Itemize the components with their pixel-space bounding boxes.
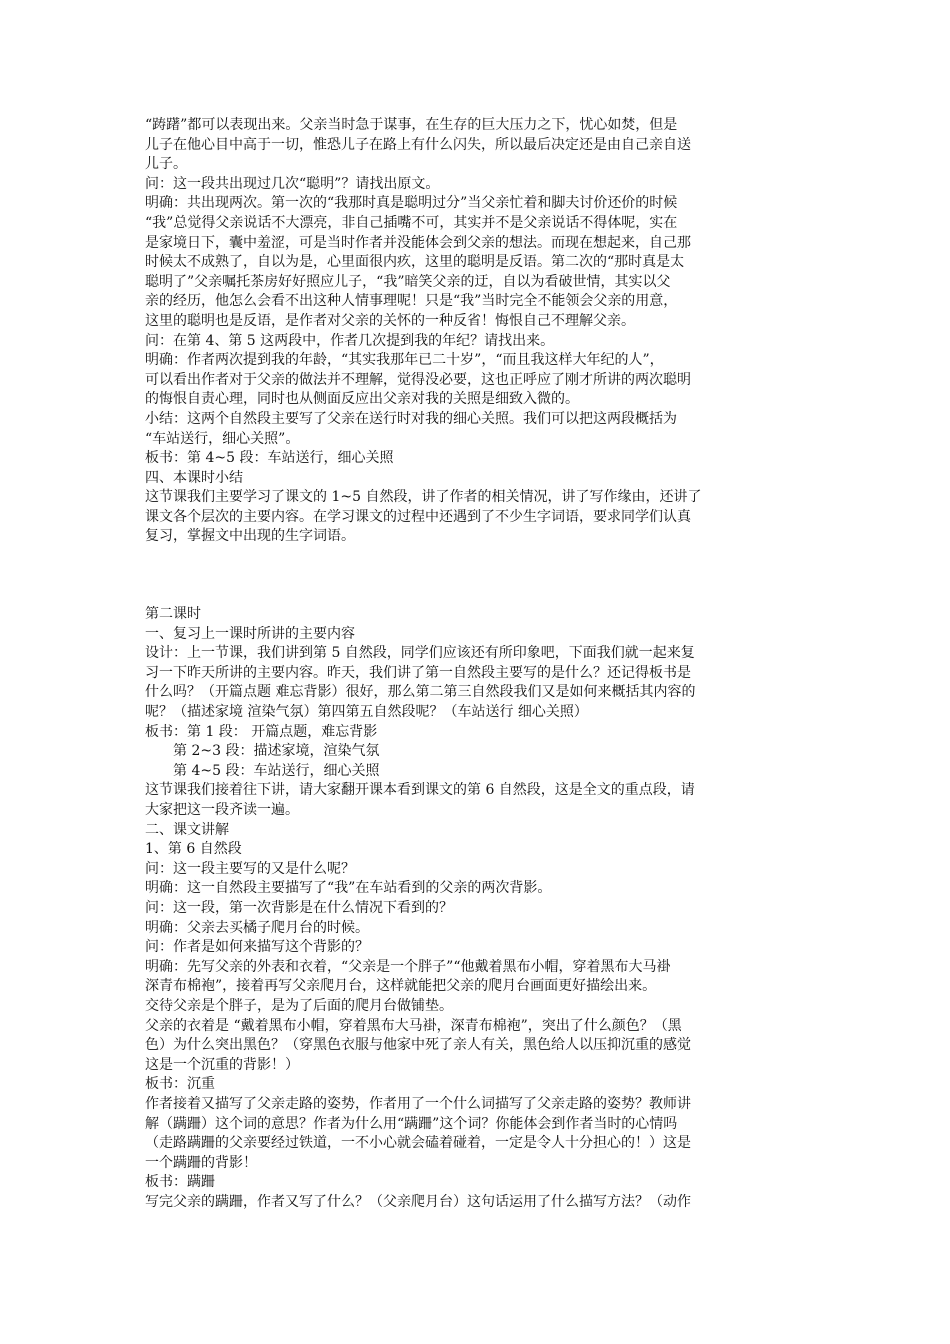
text-line: 这节课我们接着往下讲，请大家翻开课本看到课文的第 6 自然段，这是全文的重点段，请 (145, 782, 695, 799)
text-line: “踌躇”都可以表现出来。父亲当时急于谋事，在生存的巨大压力之下，忧心如焚，但是 (145, 117, 678, 133)
text-line: 解（蹒跚）这个词的意思？作者为什么用“蹒跚”这个词？你能体会到作者当时的心情吗 (145, 1115, 678, 1132)
text-line: 课文各个层次的主要内容。在学习课文的过程中还遇到了不少生字词语，要求同学们认真 (145, 508, 691, 525)
board-line: 第 4~5 段：车站送行，细心关照 (173, 762, 380, 779)
text-line: （走路蹒跚的父亲要经过铁道，一不小心就会磕着碰着，一定是令人十分担心的！）这是 (145, 1135, 691, 1152)
text-line: 大家把这一段齐读一遍。 (145, 802, 299, 818)
text-line: 交待父亲是个胖子，是为了后面的爬月台做铺垫。 (145, 997, 453, 1014)
text-line: 写完父亲的蹒跚，作者又写了什么？（父亲爬月台）这句话运用了什么描写方法？（动作 (145, 1193, 691, 1210)
text-line: 父亲的衣着是 “戴着黑布小帽，穿着黑布大马褂，深青布棉袍”，突出了什么颜色？（黑 (145, 1017, 682, 1034)
text-line: 习一下昨天所讲的主要内容。昨天，我们讲了第一自然段主要写的是什么？还记得板书是 (145, 664, 691, 681)
text-line: 设计：上一节课，我们讲到第 5 自然段，同学们应该还有所印象吧，下面我们就一起来复 (145, 645, 695, 662)
text-line: 色）为什么突出黑色？（穿黑色衣服与他家中死了亲人有关，黑色给人以压抑沉重的感觉 (145, 1037, 691, 1054)
subsection-heading: 1、第 6 自然段 (145, 841, 242, 858)
summary-line: 小结：这两个自然段主要写了父亲在送行时对我的细心关照。我们可以把这两段概括为 (145, 410, 677, 427)
text-line: 作者接着又描写了父亲走路的姿势，作者用了一个什么词描写了父亲走路的姿势？教师讲 (145, 1095, 691, 1112)
text-line: 复习，掌握文中出现的生字词语。 (145, 528, 355, 545)
board-line: 板书：沉重 (145, 1076, 215, 1093)
text-line: 这是一个沉重的背影！） (145, 1056, 299, 1073)
section-heading: 一、复习上一课时所讲的主要内容 (145, 625, 355, 642)
question-line: 问：这一段共出现过几次“聪明”？请找出原文。 (145, 175, 440, 192)
text-line: 儿子在他心目中高于一切，惟恐儿子在路上有什么闪失，所以最后决定还是由自己亲自送 (145, 136, 691, 153)
board-line: 板书：第 4~5 段：车站送行，细心关照 (145, 450, 394, 467)
text-line: 可以看出作者对于父亲的做法并不理解，觉得没必要，这也正呼应了刚才所讲的两次聪明 (145, 371, 691, 388)
answer-line: 明确：共出现两次。第一次的“我那时真是聪明过分”当父亲忙着和脚夫讨价还价的时候 (145, 195, 678, 212)
document-page (145, 116, 807, 1212)
text-line: 什么吗？（开篇点题 难忘背影）很好，那么第二第三自然段我们又是如何来概括其内容的 (145, 684, 696, 701)
text-line: 这节课我们主要学习了课文的 1~5 自然段，讲了作者的相关情况，讲了写作缘由，还讲了 (145, 489, 702, 506)
section-lesson2 (145, 605, 807, 1212)
board-line: 板书：第 1 段： 开篇点题，难忘背影 (145, 723, 378, 740)
text-line: 时候太不成熟了，自以为是，心里面很内疚，这里的聪明是反语。第二次的“那时真是太 (145, 254, 685, 271)
text-line: “我”总觉得父亲说话不大漂亮，非自己插嘴不可，其实并不是父亲说话不得体呢，实在 (145, 214, 678, 231)
text-line: 深青布棉袍”，接着再写父亲爬月台，这样就能把父亲的爬月台画面更好描绘出来。 (145, 978, 657, 995)
text-line: 聪明了”父亲嘱托茶房好好照应儿子，“我”暗笑父亲的迂，自以为看破世情，其实以父 (145, 273, 671, 290)
answer-line: 明确：这一自然段主要描写了“我”在车站看到的父亲的两次背影。 (145, 880, 552, 897)
section-lesson1-end (145, 116, 807, 547)
section-gap (145, 547, 807, 605)
answer-line: 明确：作者两次提到我的年龄，“其实我那年已二十岁”，“而且我这样大年纪的人”， (145, 352, 664, 369)
section-heading: 四、本课时小结 (145, 469, 243, 486)
board-line: 第 2~3 段：描述家境，渲染气氛 (173, 743, 380, 760)
answer-line: 明确：先写父亲的外表和衣着，“父亲是一个胖子”“他戴着黑布小帽，穿着黑布大马褂 (145, 958, 671, 975)
answer-line: 明确：父亲去买橘子爬月台的时候。 (145, 919, 369, 936)
question-line: 问：这一段主要写的又是什么呢？ (145, 860, 355, 877)
section-heading: 二、课文讲解 (145, 821, 229, 838)
text-line: 是家境日下，囊中羞涩，可是当时作者并没能体会到父亲的想法。而现在想起来，自己那 (145, 234, 691, 251)
text-line: 这里的聪明也是反语，是作者对父亲的关怀的一种反省！悔恨自己不理解父亲。 (145, 312, 635, 329)
text-line: 呢？（描述家境 渲染气氛）第四第五自然段呢？（车站送行 细心关照） (145, 704, 588, 721)
text-line: 的悔恨自责心理，同时也从侧面反应出父亲对我的关照是细致入微的。 (145, 391, 579, 408)
text-line: 亲的经历，他怎么会看不出这种人情事理呢！只是“我”当时完全不能领会父亲的用意， (145, 293, 678, 310)
text-line: “车站送行，细心关照”。 (145, 430, 300, 447)
board-line: 板书：蹒跚 (145, 1174, 215, 1191)
text-line: 一个蹒跚的背影！ (145, 1154, 257, 1171)
question-line: 问：在第 4、第 5 这两段中，作者几次提到我的年纪？请找出来。 (145, 332, 555, 349)
question-line: 问：这一段，第一次背影是在什么情况下看到的？ (145, 899, 453, 916)
text-line: 儿子。 (145, 156, 187, 173)
question-line: 问：作者是如何来描写这个背影的？ (145, 939, 369, 956)
lesson-title: 第二课时 (145, 606, 201, 623)
